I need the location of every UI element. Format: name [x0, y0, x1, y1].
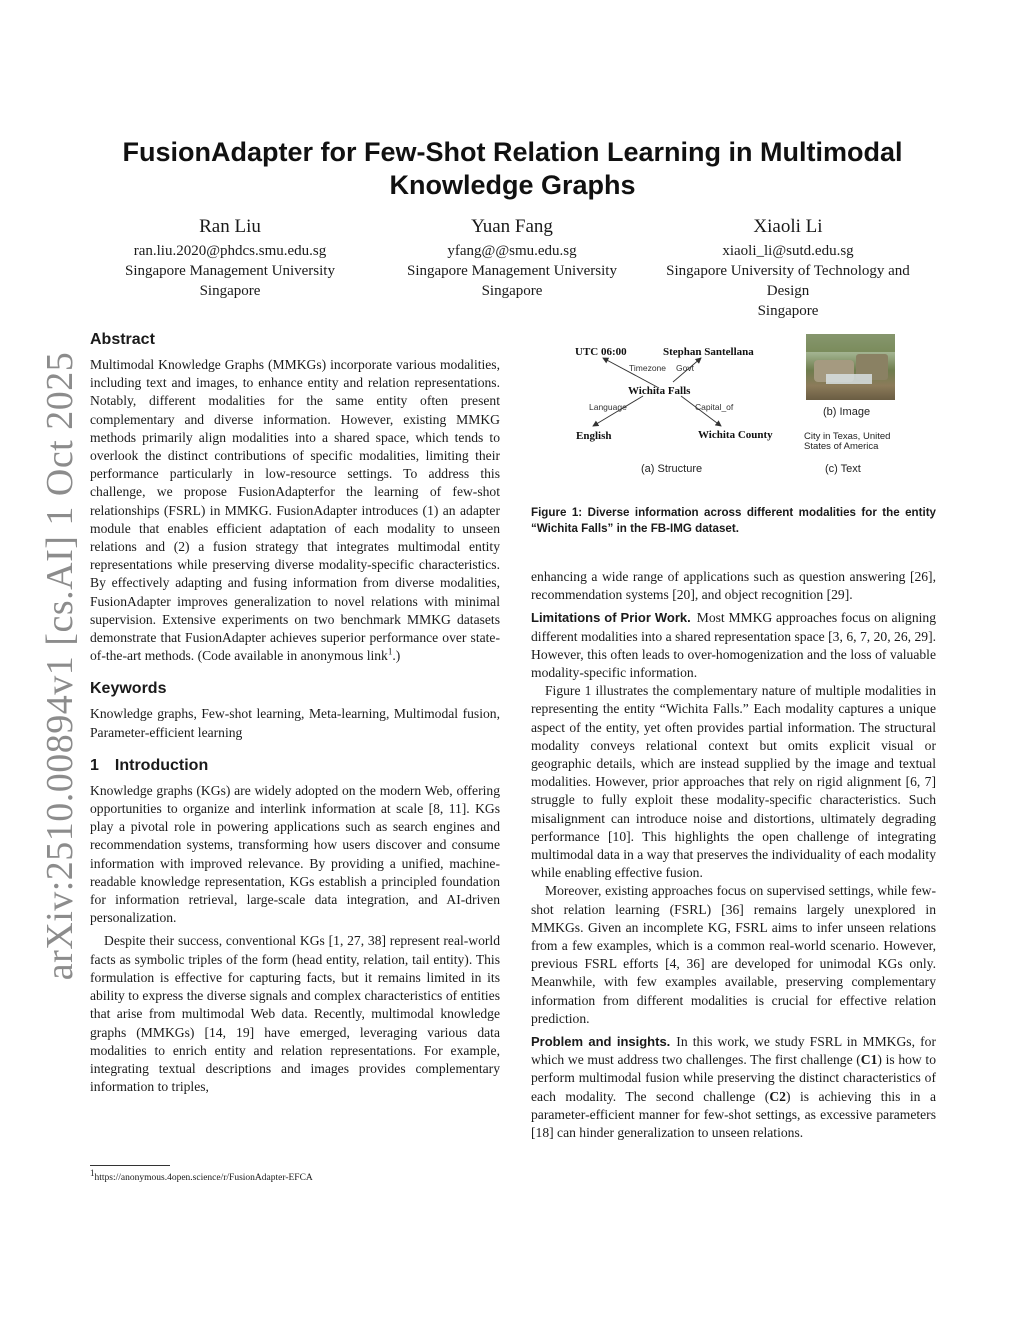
problem-paragraph: Problem and insights. In this work, we study FSRL in MMKGs, for which we must address two challenges. The first challenge (C1) is how to perform multimodal fusion while preserving the distinct characteristics of each modality. The second challenge (C2) is achieving this in a parameter-efficient manner for few-shot settings, as excessive parameters [18] can hinder generalization to unseen relations. [531, 1034, 936, 1141]
figure-caption: Figure 1: Diverse information across different modalities for the entity “Wichita Falls” in the FB-IMG dataset. [531, 506, 936, 535]
author-email[interactable]: xiaoli_li@sutd.edu.sg [722, 243, 854, 259]
figure-1 [531, 330, 936, 560]
author-country: Singapore [199, 283, 261, 299]
right-column [531, 568, 936, 1142]
footnote-divider [90, 1165, 170, 1166]
body-paragraph: Figure 1 illustrates the complementary nature of multiple modalities in representing the entity “Wichita Falls.” Each modality captures a unique aspect of the entity, yet often provides partial information. The structural modality conveys relational context but omits explicit visual or geographic details, which are instead supplied by the image and textual modalities. However, prior approaches that rely on rigid alignment [6, 7] struggle to fully exploit these modality-specific characteristics. Such misalignment can introduce noise and distortions, ultimately degrading performance [10]. This highlights the open challenge of integrating multimodal data in a way that preserves the individuality of each modality while enabling effective fusion. [531, 683, 936, 881]
author-country: Singapore [481, 283, 543, 299]
paper-title: FusionAdapter for Few-Shot Relation Learning in Multimodal Knowledge Graphs [122, 137, 903, 200]
body-paragraph: enhancing a wide range of applications such as question answering [26], recommendation systems [20], and object recognition [29]. [531, 569, 936, 603]
author-name: Yuan Fang [471, 216, 553, 237]
panel-c-label: (c) Text [825, 463, 861, 475]
panel-b-label: (b) Image [823, 406, 871, 418]
node-stephan-santellana: Stephan Santellana [663, 346, 754, 358]
edge-label-govt: Govt [676, 363, 694, 373]
introduction-paragraph: Knowledge graphs (KGs) are widely adopted on the modern Web, offering opportunities to organize and interlink information at scale [8, 11]. KGs play a pivotal role in powering applications such as search engines and recommendation systems, transforming how users discover and consume information with improved relevance. By providing a unified, machine-readable knowledge representation, KGs establish a principled foundation for information retrieval, large-scale data integration, and AI-driven personalization. [90, 782, 500, 926]
keywords-text: Knowledge graphs, Few-shot learning, Meta-learning, Multimodal fusion, Parameter-efficient learning [90, 706, 500, 740]
limitations-paragraph: Limitations of Prior Work. Most MMKG approaches focus on aligning different modalities into a shared representation space [3, 6, 7, 20, 26, 29]. However, this often leads to over-homogenization and the loss of valuable modality-specific information. [531, 610, 936, 681]
node-english: English [576, 430, 612, 442]
keywords-heading: Keywords [90, 680, 167, 698]
limitations-heading: Limitations of Prior Work. [531, 610, 691, 626]
author-name: Ran Liu [199, 216, 261, 237]
panel-a-label: (a) Structure [641, 463, 703, 475]
footnote-link[interactable]: https://anonymous.4open.science/r/FusionAdapter-EFCA [94, 1173, 313, 1183]
arxiv-identifier-stamp: arXiv:2510.00894v1 [cs.AI] 1 Oct 2025 [39, 351, 81, 981]
author-country: Singapore [757, 303, 819, 319]
text-modality: City in Texas, United States of America [804, 431, 891, 452]
author-affiliation: Singapore Management University [407, 263, 617, 279]
footnote: $^1$https://anonymous.4open.science/r/FusionAdapter-EFCA [90, 1167, 313, 1183]
footnote-marker[interactable]: 1 [387, 646, 393, 657]
author-block [372, 215, 652, 301]
edge-label-timezone: Timezone [629, 363, 667, 373]
author-email[interactable]: ran.liu.2020@phdcs.smu.edu.sg [133, 243, 327, 259]
node-utc: UTC 06:00 [575, 346, 627, 358]
abstract-text: Multimodal Knowledge Graphs (MMKGs) incorporate various modalities, including text and images, to enhance entity and relation representations. Notably, different modalities for the same entity often present complementary and diverse information. However, existing MMKG methods primarily align modalities into a shared space, which tends to overlook the distinct contributions of specific modalities, limiting their performance particularly in low-resource settings. To address this challenge, we propose FusionAdapterfor the learning of few-shot relationships (FSRL) in MMKG. FusionAdapter introduces (1) an adapter module that enables efficient adaptation of each modality to unseen relations and (2) a fusion strategy that integrates multimodal entity representations while preserving diverse modality-specific characteristics. By effectively adapting and fusing information from diverse modalities, FusionAdapter improves generalization to novel relations with minimal supervision. Extensive experiments on two benchmark MMKG datasets demonstrate that FusionAdapter achieves superior performance over state-of-the-art methods. (Code available in anonymous link$^1$.) [90, 357, 500, 664]
author-name: Xiaoli Li [753, 216, 823, 237]
author-block [648, 215, 928, 321]
node-wichita-county: Wichita County [698, 429, 773, 441]
author-email[interactable]: yfang@@smu.edu.sg [447, 243, 577, 259]
body-paragraph: Moreover, existing approaches focus on supervised settings, while few-shot relation learning (FSRL) [36] remains largely unexplored in MMKGs. Given an incomplete KG, FSRL aims to infer unseen relations from a few examples, which is a common real-world scenario. However, previous FSRL efforts [4, 36] are developed for unimodal KGs only. Meanwhile, with few examples available, preserving complementary information from different modalities is crucial for effective relation prediction. [531, 883, 936, 1026]
author-block [90, 215, 370, 301]
node-wichita-falls: Wichita Falls [628, 385, 691, 397]
wichita-falls-photo [806, 334, 895, 400]
edge-label-capital-of: Capital_of [695, 402, 734, 412]
edge-label-language: Language [589, 402, 627, 412]
left-column [90, 330, 500, 1096]
author-affiliation: Singapore University of Technology and Design [666, 263, 910, 299]
problem-heading: Problem and insights. [531, 1034, 671, 1050]
abstract-heading: Abstract [90, 331, 155, 348]
author-affiliation: Singapore Management University [125, 263, 335, 279]
introduction-heading: 1 Introduction [90, 756, 209, 774]
introduction-paragraph: Despite their success, conventional KGs [1, 27, 38] represent real-world facts as symbolic triples of the form (head entity, relation, tail entity). This formulation is effective for capturing facts, but it remains limited in its ability to express the diverse signals and complex characteristics of entities that arise from multimodal Web data. Recently, multimodal knowledge graphs (MMKGs) [14, 19] have emerged, leveraging various data modalities to enrich entity and relation representations. For example, integrating textual descriptions and images provides complementary information to triples, [90, 933, 500, 1095]
